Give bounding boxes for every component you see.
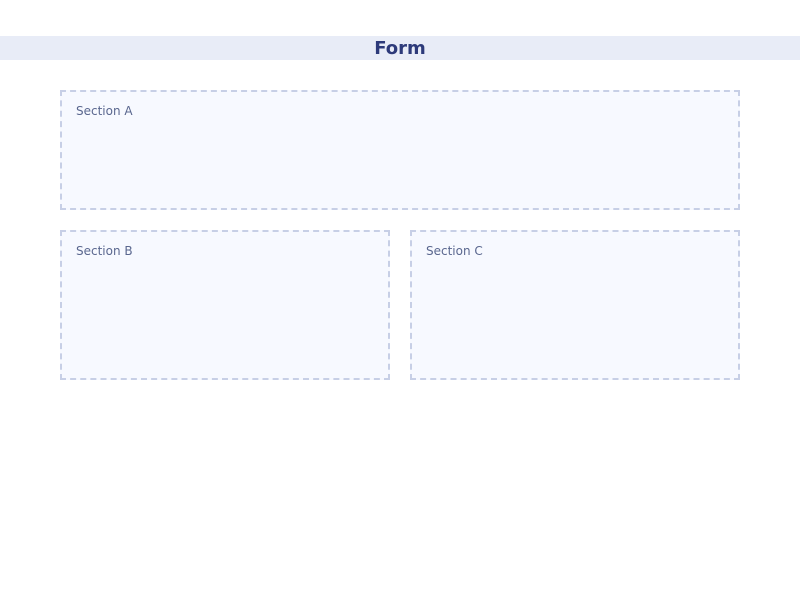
section-b xyxy=(60,230,390,380)
content-area xyxy=(60,90,740,530)
header-bar xyxy=(0,36,800,60)
section-a-label: Section A xyxy=(76,104,133,118)
section-c-label: Section C xyxy=(426,244,483,258)
page-title: Form xyxy=(374,37,426,59)
section-b-label: Section B xyxy=(76,244,133,258)
section-a xyxy=(60,90,740,210)
section-c xyxy=(410,230,740,380)
